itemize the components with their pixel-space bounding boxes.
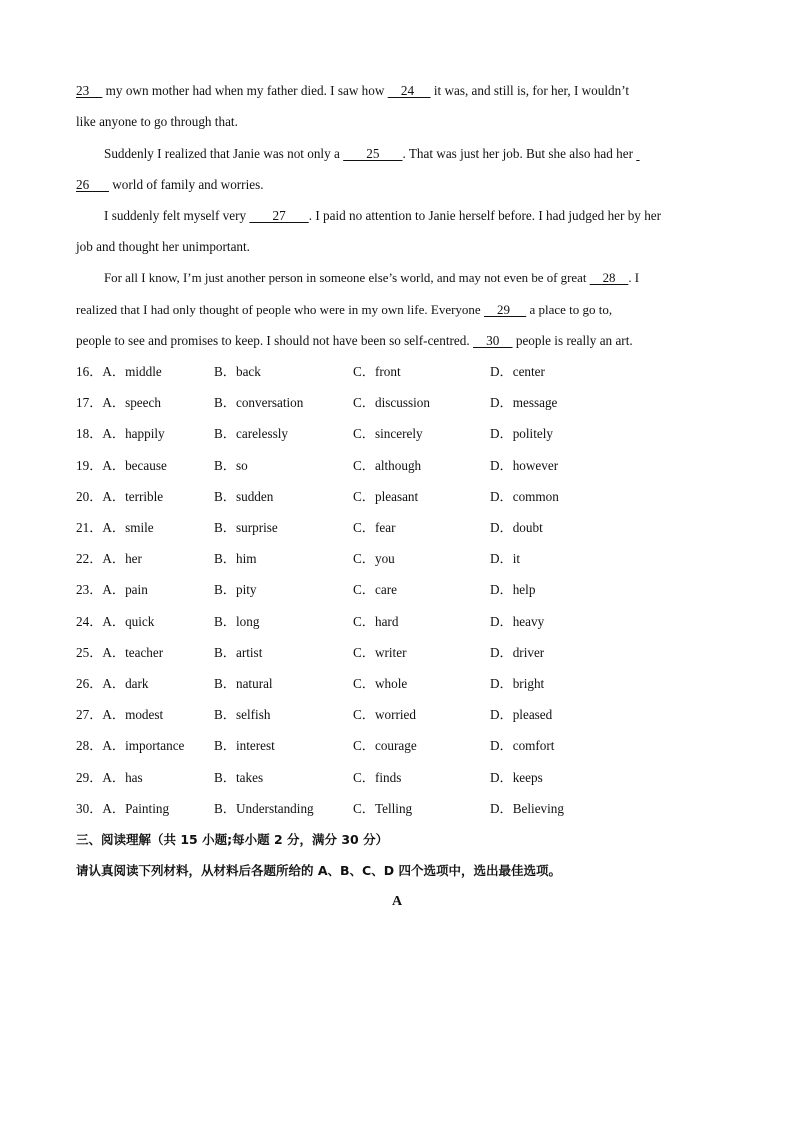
- question-27-option-a: [76, 706, 163, 724]
- passage-label: A: [391, 894, 403, 909]
- option-a: A．happily: [102, 426, 165, 441]
- passage-line: [104, 207, 720, 225]
- passage-line: [76, 301, 720, 319]
- question-number: 28．: [76, 738, 103, 753]
- question-23-option-c: C．care: [353, 582, 397, 597]
- question-17-option-c: C．discussion: [353, 395, 430, 410]
- blank-30: 30: [472, 333, 513, 348]
- question-number: 19．: [76, 458, 103, 473]
- question-24-option-d: D．heavy: [490, 614, 545, 629]
- question-row: [76, 488, 696, 506]
- question-26-option-d: D．bright: [490, 676, 545, 691]
- question-22-option-c: C．you: [353, 551, 395, 566]
- passage-text: [76, 82, 629, 100]
- passage-line: [76, 332, 720, 350]
- section-instruction: 请认真阅读下列材料，从材料后各题所给的 A、B、C、D 四个选项中，选出最佳选项。: [76, 863, 561, 878]
- question-28-option-a: [76, 737, 184, 755]
- passage-fragment: . That was just her job. But she also had her: [402, 146, 637, 161]
- question-25-option-b: B．artist: [214, 645, 263, 660]
- question-number: 21．: [76, 520, 103, 535]
- question-24-option-c: C．hard: [353, 614, 399, 629]
- passage-fragment: . I: [628, 271, 640, 285]
- question-16-option-b: B．back: [214, 364, 261, 379]
- question-row: [76, 363, 696, 381]
- blank-26: 26: [76, 177, 109, 192]
- passage-fragment: it was, and still is, for her, I wouldn’t: [430, 83, 630, 98]
- question-19-option-d: D．however: [490, 458, 559, 473]
- question-row: [76, 425, 696, 443]
- question-22-option-a: [76, 550, 142, 568]
- question-23-option-d: D．help: [490, 582, 536, 597]
- question-25-option-d: D．driver: [490, 645, 545, 660]
- option-a: A．her: [102, 551, 142, 566]
- question-23-option-a: [76, 581, 148, 599]
- option-a: A．pain: [102, 582, 148, 597]
- blank-24: 24: [387, 83, 431, 98]
- question-row: [76, 769, 696, 787]
- question-16-option-a: [76, 363, 162, 381]
- question-30-option-a: [76, 800, 169, 818]
- question-number: 29．: [76, 770, 103, 785]
- question-25-option-a: [76, 644, 163, 662]
- option-a: A．modest: [102, 707, 164, 722]
- question-row: [76, 737, 696, 755]
- passage-fragment: world of family and worries.: [108, 177, 264, 192]
- question-number: 26．: [76, 676, 103, 691]
- passage-line: [104, 145, 720, 163]
- question-24-option-a: [76, 613, 154, 631]
- question-number: 20．: [76, 489, 103, 504]
- question-21-option-c: C．fear: [353, 520, 396, 535]
- question-28-option-d: D．comfort: [490, 738, 555, 753]
- question-21-option-d: D．doubt: [490, 520, 543, 535]
- question-number: 16．: [76, 364, 103, 379]
- question-19-option-c: C．although: [353, 458, 422, 473]
- question-18-option-b: B．carelessly: [214, 426, 288, 441]
- option-a: A．because: [102, 458, 167, 473]
- question-18-option-d: D．politely: [490, 426, 554, 441]
- question-24-option-b: B．long: [214, 614, 260, 629]
- passage-line: [76, 82, 720, 100]
- question-19-option-a: [76, 457, 167, 475]
- passage-line: [104, 269, 720, 287]
- question-row: [76, 519, 696, 537]
- question-17-option-b: B．conversation: [214, 395, 304, 410]
- question-17-option-a: [76, 394, 161, 412]
- option-a: A．teacher: [102, 645, 164, 660]
- question-20-option-a: [76, 488, 163, 506]
- question-row: [76, 800, 696, 818]
- question-row: [76, 457, 696, 475]
- passage-fragment: people to see and promises to keep. I should not have been so self-centred.: [76, 333, 473, 348]
- question-26-option-b: B．natural: [214, 676, 273, 691]
- passage-fragment: I suddenly felt myself very: [104, 208, 250, 223]
- blank-25: 25: [343, 146, 403, 161]
- question-row: [76, 706, 696, 724]
- question-29-option-b: B．takes: [214, 770, 264, 785]
- blank-29: 29: [483, 302, 527, 317]
- passage-fragment: . I paid no attention to Janie herself before. I had judged her by her: [308, 208, 662, 223]
- question-row: [76, 613, 696, 631]
- blank-28: 28: [589, 271, 629, 285]
- question-30-option-b: B．Understanding: [214, 801, 314, 816]
- question-number: 27．: [76, 707, 103, 722]
- question-18-option-c: C．sincerely: [353, 426, 423, 441]
- option-a: A．speech: [102, 395, 161, 410]
- question-row: [76, 675, 696, 693]
- passage-line: job and thought her unimportant.: [76, 239, 250, 254]
- option-a: A．terrible: [102, 489, 164, 504]
- question-row: [76, 394, 696, 412]
- question-number: 25．: [76, 645, 103, 660]
- question-26-option-a: [76, 675, 149, 693]
- passage-fragment: a place to go to,: [526, 302, 613, 317]
- question-22-option-b: B．him: [214, 551, 257, 566]
- question-30-option-c: C．Telling: [353, 801, 413, 816]
- question-row: [76, 581, 696, 599]
- question-number: 30．: [76, 801, 103, 816]
- question-number: 18．: [76, 426, 103, 441]
- blank-27: 27: [249, 208, 309, 223]
- passage-line: [76, 176, 720, 194]
- question-16-option-c: C．front: [353, 364, 401, 379]
- passage-fragment: For all I know, I’m just another person in someone else’s world, and may not even be of great: [104, 271, 590, 285]
- question-number: 24．: [76, 614, 103, 629]
- question-27-option-b: B．selfish: [214, 707, 271, 722]
- question-row: [76, 550, 696, 568]
- passage-line: like anyone to go through that.: [76, 114, 238, 129]
- question-row: [76, 644, 696, 662]
- passage-fragment: realized that I had only thought of people who were in my own life. Everyone: [76, 302, 484, 317]
- question-22-option-d: D．it: [490, 551, 521, 566]
- option-a: A．importance: [102, 738, 185, 753]
- passage-fragment: my own mother had when my father died. I saw how: [102, 83, 388, 98]
- question-27-option-d: D．pleased: [490, 707, 553, 722]
- blank-23: 23: [76, 83, 103, 98]
- question-number: 22．: [76, 551, 103, 566]
- blank-tail: [636, 145, 639, 163]
- option-a: A．Painting: [102, 801, 170, 816]
- option-a: A．has: [102, 770, 143, 785]
- question-29-option-c: C．finds: [353, 770, 402, 785]
- question-25-option-c: C．writer: [353, 645, 407, 660]
- question-20-option-d: D．common: [490, 489, 559, 504]
- option-a: A．smile: [102, 520, 154, 535]
- question-26-option-c: C．whole: [353, 676, 408, 691]
- question-number: 23．: [76, 582, 103, 597]
- question-29-option-d: D．keeps: [490, 770, 543, 785]
- question-21-option-a: [76, 519, 154, 537]
- question-19-option-b: B．so: [214, 458, 248, 473]
- option-a: A．quick: [102, 614, 155, 629]
- question-20-option-c: C．pleasant: [353, 489, 419, 504]
- question-30-option-d: D．Believing: [490, 801, 564, 816]
- question-number: 17．: [76, 395, 103, 410]
- option-a: A．middle: [102, 364, 162, 379]
- question-20-option-b: B．sudden: [214, 489, 274, 504]
- question-21-option-b: B．surprise: [214, 520, 278, 535]
- question-16-option-d: D．center: [490, 364, 545, 379]
- question-27-option-c: C．worried: [353, 707, 416, 722]
- question-23-option-b: B．pity: [214, 582, 257, 597]
- question-28-option-c: C．courage: [353, 738, 417, 753]
- option-a: A．dark: [102, 676, 149, 691]
- question-17-option-d: D．message: [490, 395, 558, 410]
- passage-fragment: people is really an art.: [512, 333, 633, 348]
- question-29-option-a: [76, 769, 143, 787]
- passage-fragment: Suddenly I realized that Janie was not only a: [104, 146, 344, 161]
- section-heading: 三、阅读理解（共 15 小题;每小题 2 分，满分 30 分）: [76, 832, 389, 847]
- question-28-option-b: B．interest: [214, 738, 275, 753]
- question-18-option-a: [76, 425, 165, 443]
